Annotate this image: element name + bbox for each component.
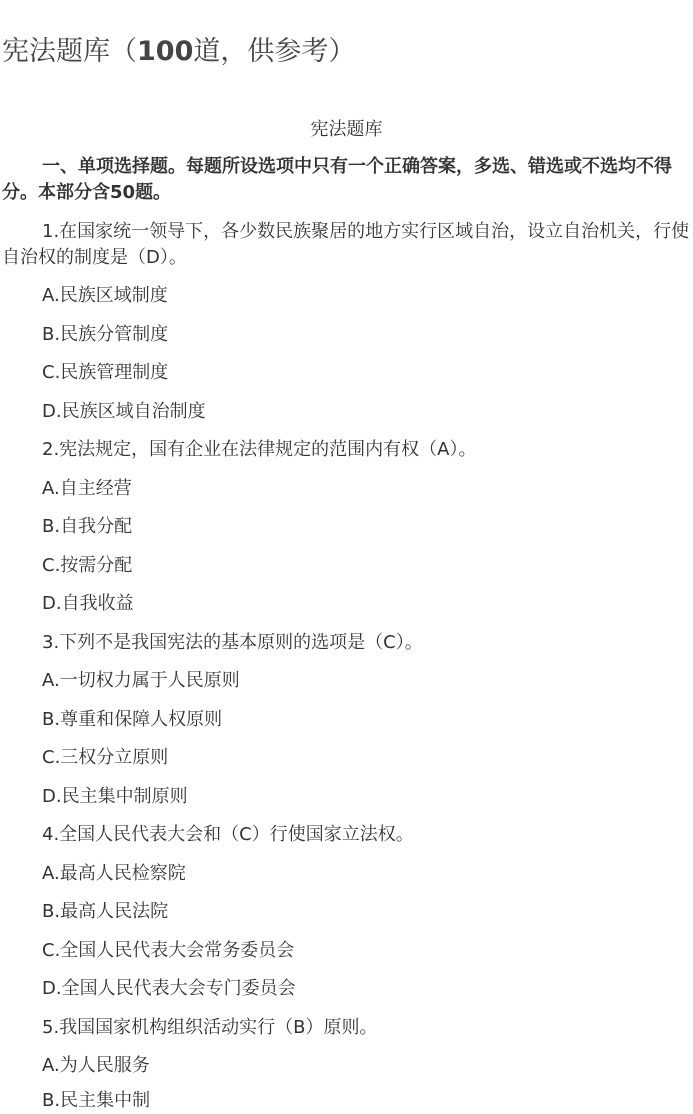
question-2-option-d: D.自我收益 [42, 593, 134, 614]
question-4-option-b: B.最高人民法院 [42, 901, 169, 922]
question-3-option-b: B.尊重和保障人权原则 [42, 709, 223, 730]
title-suffix: 道，供参考） [193, 36, 356, 67]
question-5-option-b: B.民主集中制 [42, 1090, 151, 1111]
title-prefix: 宪法题库（ [2, 36, 137, 67]
question-2-text: 2.宪法规定，国有企业在法律规定的范围内有权（A）。 [42, 439, 477, 460]
question-3-option-a: A.一切权力属于人民原则 [42, 670, 240, 691]
question-3-option-d: D.民主集中制原则 [42, 786, 188, 807]
question-5-text: 5.我国国家机构组织活动实行（B）原则。 [42, 1017, 378, 1038]
question-4-option-c: C.全国人民代表大会常务委员会 [42, 940, 295, 961]
intro-text: 一、单项选择题。每题所设选项中只有一个正确答案，多选、错选或不选均不得分。本部分含 [2, 156, 672, 203]
section-heading: 宪法题库 [310, 119, 383, 140]
intro-count: 50 [110, 182, 136, 203]
question-1-option-d: D.民族区域自治制度 [42, 401, 206, 422]
question-1-option-c: C.民族管理制度 [42, 362, 169, 383]
intro-suffix: 题。 [135, 182, 172, 203]
question-1-option-a: A.民族区域制度 [42, 285, 168, 306]
title-number: 100 [137, 36, 194, 67]
question-2-option-b: B.自我分配 [42, 516, 133, 537]
question-1-text: 1.在国家统一领导下，各少数民族聚居的地方实行区域自治，设立自治机关，行使自治权的制度是（D）。 [2, 221, 690, 268]
question-4-text: 4.全国人民代表大会和（C）行使国家立法权。 [42, 824, 414, 845]
question-4-option-d: D.全国人民代表大会专门委员会 [42, 978, 296, 999]
question-2-option-c: C.按需分配 [42, 555, 133, 576]
intro-paragraph [2, 154, 692, 206]
question-1-option-b: B.民族分管制度 [42, 324, 169, 345]
document-title [2, 32, 355, 72]
question-3-text: 3.下列不是我国宪法的基本原则的选项是（C）。 [42, 632, 423, 653]
question-2-option-a: A.自主经营 [42, 478, 132, 499]
question-5-option-a: A.为人民服务 [42, 1055, 150, 1076]
question-4-option-a: A.最高人民检察院 [42, 863, 186, 884]
question-3-option-c: C.三权分立原则 [42, 747, 169, 768]
